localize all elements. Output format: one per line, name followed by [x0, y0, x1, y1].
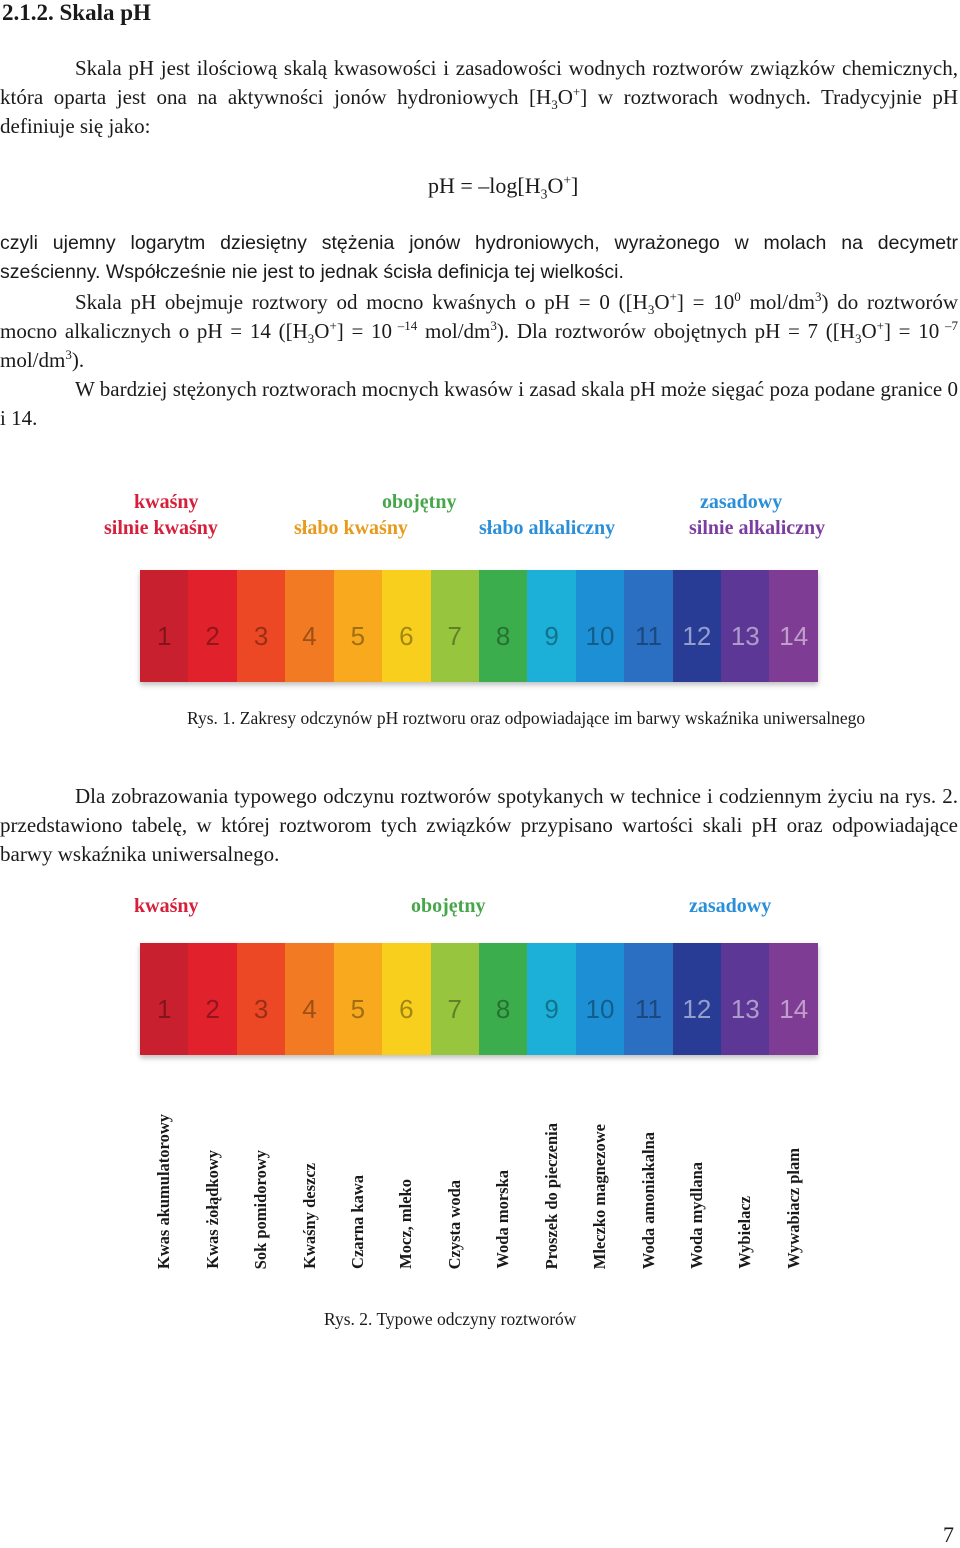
figure-2-caption: Rys. 2. Typowe odczyny roztworów	[324, 1309, 577, 1329]
ph-number: 4	[302, 621, 317, 651]
ph-cell-6	[382, 943, 430, 1055]
ph-cell-14	[769, 943, 817, 1055]
formula-right: ]	[571, 173, 579, 198]
p3-t5: ] = 10	[336, 319, 393, 343]
ph-number: 1	[156, 621, 172, 651]
ph-cell-12	[673, 943, 721, 1055]
p3-sub-c: 3	[854, 331, 862, 347]
ph-number: 1	[156, 994, 172, 1024]
p3-sub-a: 3	[647, 302, 655, 318]
intro-sub: 3	[551, 97, 558, 113]
p3-t3: mol/dm	[740, 290, 815, 314]
label-strongly-alkaline: silnie alkaliczny	[689, 517, 826, 539]
label-basic: zasadowy	[700, 491, 783, 513]
ph-number: 11	[634, 994, 662, 1024]
ph-cell-10	[576, 570, 624, 682]
substance-label: Kwas akumulatorowy	[154, 1113, 174, 1269]
p3-sup-b: +	[329, 318, 337, 333]
ph-number: 9	[544, 994, 559, 1024]
p3-sup-c: +	[876, 318, 884, 333]
substance-label: Woda mydlana	[686, 1162, 706, 1269]
label-neutral: obojętny	[382, 491, 457, 513]
substance-label: Woda morska	[493, 1170, 513, 1269]
formula-sup: +	[563, 172, 572, 188]
ph-number: 2	[205, 621, 220, 651]
label-neutral-2: obojętny	[411, 895, 486, 917]
ph-number: 3	[253, 621, 269, 651]
ph-number: 14	[779, 994, 809, 1024]
p3-o-b: O	[314, 319, 330, 343]
p3-o-c: O	[861, 319, 877, 343]
ph-cell-4	[285, 943, 333, 1055]
ph-number: 13	[730, 994, 760, 1024]
substance-label: Mocz, mleko	[396, 1179, 416, 1269]
ph-number: 13	[730, 621, 760, 651]
ph-cell-14	[769, 570, 817, 682]
ph-number: 6	[399, 621, 414, 651]
ph-cell-4	[285, 570, 333, 682]
p3-t10: ).	[71, 348, 85, 372]
ph-cell-13	[721, 570, 769, 682]
substance-label: Czarna kawa	[347, 1175, 367, 1269]
ph-formula	[428, 172, 579, 202]
label-acidic: kwaśny	[134, 491, 199, 513]
label-basic-2: zasadowy	[689, 895, 772, 917]
substance-label: Kwaśny deszcz	[299, 1163, 319, 1269]
ph-cell-1	[140, 570, 188, 682]
page-number: 7	[943, 1522, 954, 1547]
ph-number: 8	[495, 994, 511, 1024]
intro-text-a: Skala pH jest ilościową skalą kwasowości i zasadowości wodnych roztworów związków chemicznych, która oparta jest ona na aktywności jonów hydroniowych [H	[0, 56, 958, 109]
ph-number: 11	[634, 621, 662, 651]
definition-paragraph: czyli ujemny logarytm dziesiętny stężenia jonów hydroniowych, wyrażonego w molach na decymetr sześcienny. Współcześnie nie jest to jednak ścisła definicja tej wielkości.	[0, 232, 958, 283]
ph-cell-2	[188, 570, 236, 682]
ph-number: 10	[585, 621, 615, 651]
formula-o: O	[547, 173, 564, 198]
p3-t6: mol/dm	[417, 319, 491, 343]
ph-cell-9	[527, 943, 575, 1055]
p3-t2: ] = 10	[676, 290, 735, 314]
p3-sub-b: 3	[307, 331, 315, 347]
p3-t7: ). Dla roztworów obojętnych pH = 7 ([H	[496, 319, 855, 343]
label-acidic-2: kwaśny	[134, 895, 199, 917]
label-weakly-alkaline: słabo alkaliczny	[479, 517, 616, 539]
ph-cell-2	[188, 943, 236, 1055]
substance-label: Wywabiacz plam	[783, 1148, 803, 1269]
ph-number: 5	[350, 994, 366, 1024]
ph-cell-8	[479, 570, 527, 682]
label-strongly-acidic: silnie kwaśny	[104, 517, 218, 539]
p3-t9: mol/dm	[0, 348, 66, 372]
substance-label: Proszek do pieczenia	[541, 1122, 561, 1269]
ph-number: 12	[682, 621, 712, 651]
ph-scale-figure-1	[140, 570, 818, 682]
substance-label: Czysta woda	[444, 1179, 464, 1269]
ph-number: 4	[302, 994, 317, 1024]
ph-number: 9	[544, 621, 559, 651]
p3-exp3-b: 3	[490, 318, 497, 333]
p3-exp14: –14	[392, 318, 418, 333]
ph-cell-12	[673, 570, 721, 682]
formula-sub: 3	[540, 186, 548, 202]
p3-o-a: O	[654, 290, 670, 314]
ph-number: 3	[253, 994, 269, 1024]
substance-label: Kwas żołądkowy	[202, 1150, 222, 1269]
ph-scale-figure-2	[140, 943, 818, 1055]
p3-t1: Skala pH obejmuje roztwory od mocno kwaśnych o pH = 0 ([H	[75, 290, 648, 314]
ph-number: 7	[447, 621, 462, 651]
ph-cell-7	[431, 570, 479, 682]
ph-cell-8	[479, 943, 527, 1055]
ph-number: 5	[350, 621, 366, 651]
ph-cell-9	[527, 570, 575, 682]
ph-number: 6	[399, 994, 414, 1024]
ph-number: 14	[779, 621, 809, 651]
p3-exp0: 0	[734, 289, 741, 304]
ph-number: 8	[495, 621, 511, 651]
ph-cell-13	[721, 943, 769, 1055]
intro-o: O	[557, 85, 573, 109]
ph-cell-11	[624, 943, 672, 1055]
ph-cell-11	[624, 570, 672, 682]
substance-label: Wybielacz	[735, 1196, 755, 1269]
ph-cell-10	[576, 943, 624, 1055]
ph-number: 12	[682, 994, 712, 1024]
ph-cell-5	[334, 570, 382, 682]
intro-sup: +	[572, 84, 581, 99]
intro-text-b: ] w roztworach wodnych. Tradycyjnie pH definiuje się jako:	[0, 85, 959, 138]
p3-t4: ) do roztworów mocno alkalicznych o pH = 14 ([H	[0, 290, 959, 343]
substance-label: Sok pomidorowy	[251, 1149, 271, 1269]
ph-number: 10	[585, 994, 615, 1024]
ph-cell-5	[334, 943, 382, 1055]
substance-label: Woda amoniakalna	[638, 1131, 658, 1269]
substance-label: Mleczko magnezowe	[590, 1123, 610, 1269]
ph-cell-1	[140, 943, 188, 1055]
intro-paragraph	[0, 54, 958, 141]
ph-number: 2	[205, 994, 220, 1024]
ph-cell-3	[237, 570, 285, 682]
figure-1-caption: Rys. 1. Zakresy odczynów pH roztworu oraz odpowiadające im barwy wskaźnika uniwersalnego	[187, 708, 866, 728]
p3-t8: ] = 10	[883, 319, 940, 343]
ph-cell-7	[431, 943, 479, 1055]
table-intro-paragraph: Dla zobrazowania typowego odczynu roztworów spotykanych w technice i codziennym życiu na rys. 2. przedstawiono tabelę, w której roztworom tych związków przypisano wartości skali pH oraz odpowiadające barwy wskaźnika uniwersalnego.	[0, 784, 958, 866]
range-paragraph	[0, 288, 958, 375]
limits-paragraph: W bardziej stężonych roztworach mocnych kwasów i zasad skala pH może sięgać poza podane granice 0 i 14.	[0, 377, 958, 430]
p3-exp3-c: 3	[65, 347, 72, 362]
label-weakly-acidic: słabo kwaśny	[294, 517, 408, 539]
ph-cell-3	[237, 943, 285, 1055]
ph-number: 7	[447, 994, 462, 1024]
p3-exp7: –7	[939, 318, 958, 333]
p3-sup-a: +	[669, 289, 677, 304]
ph-cell-6	[382, 570, 430, 682]
p3-exp3-a: 3	[814, 289, 822, 304]
section-heading: 2.1.2. Skala pH	[2, 0, 151, 25]
formula-left: pH = –log[H	[428, 173, 541, 198]
